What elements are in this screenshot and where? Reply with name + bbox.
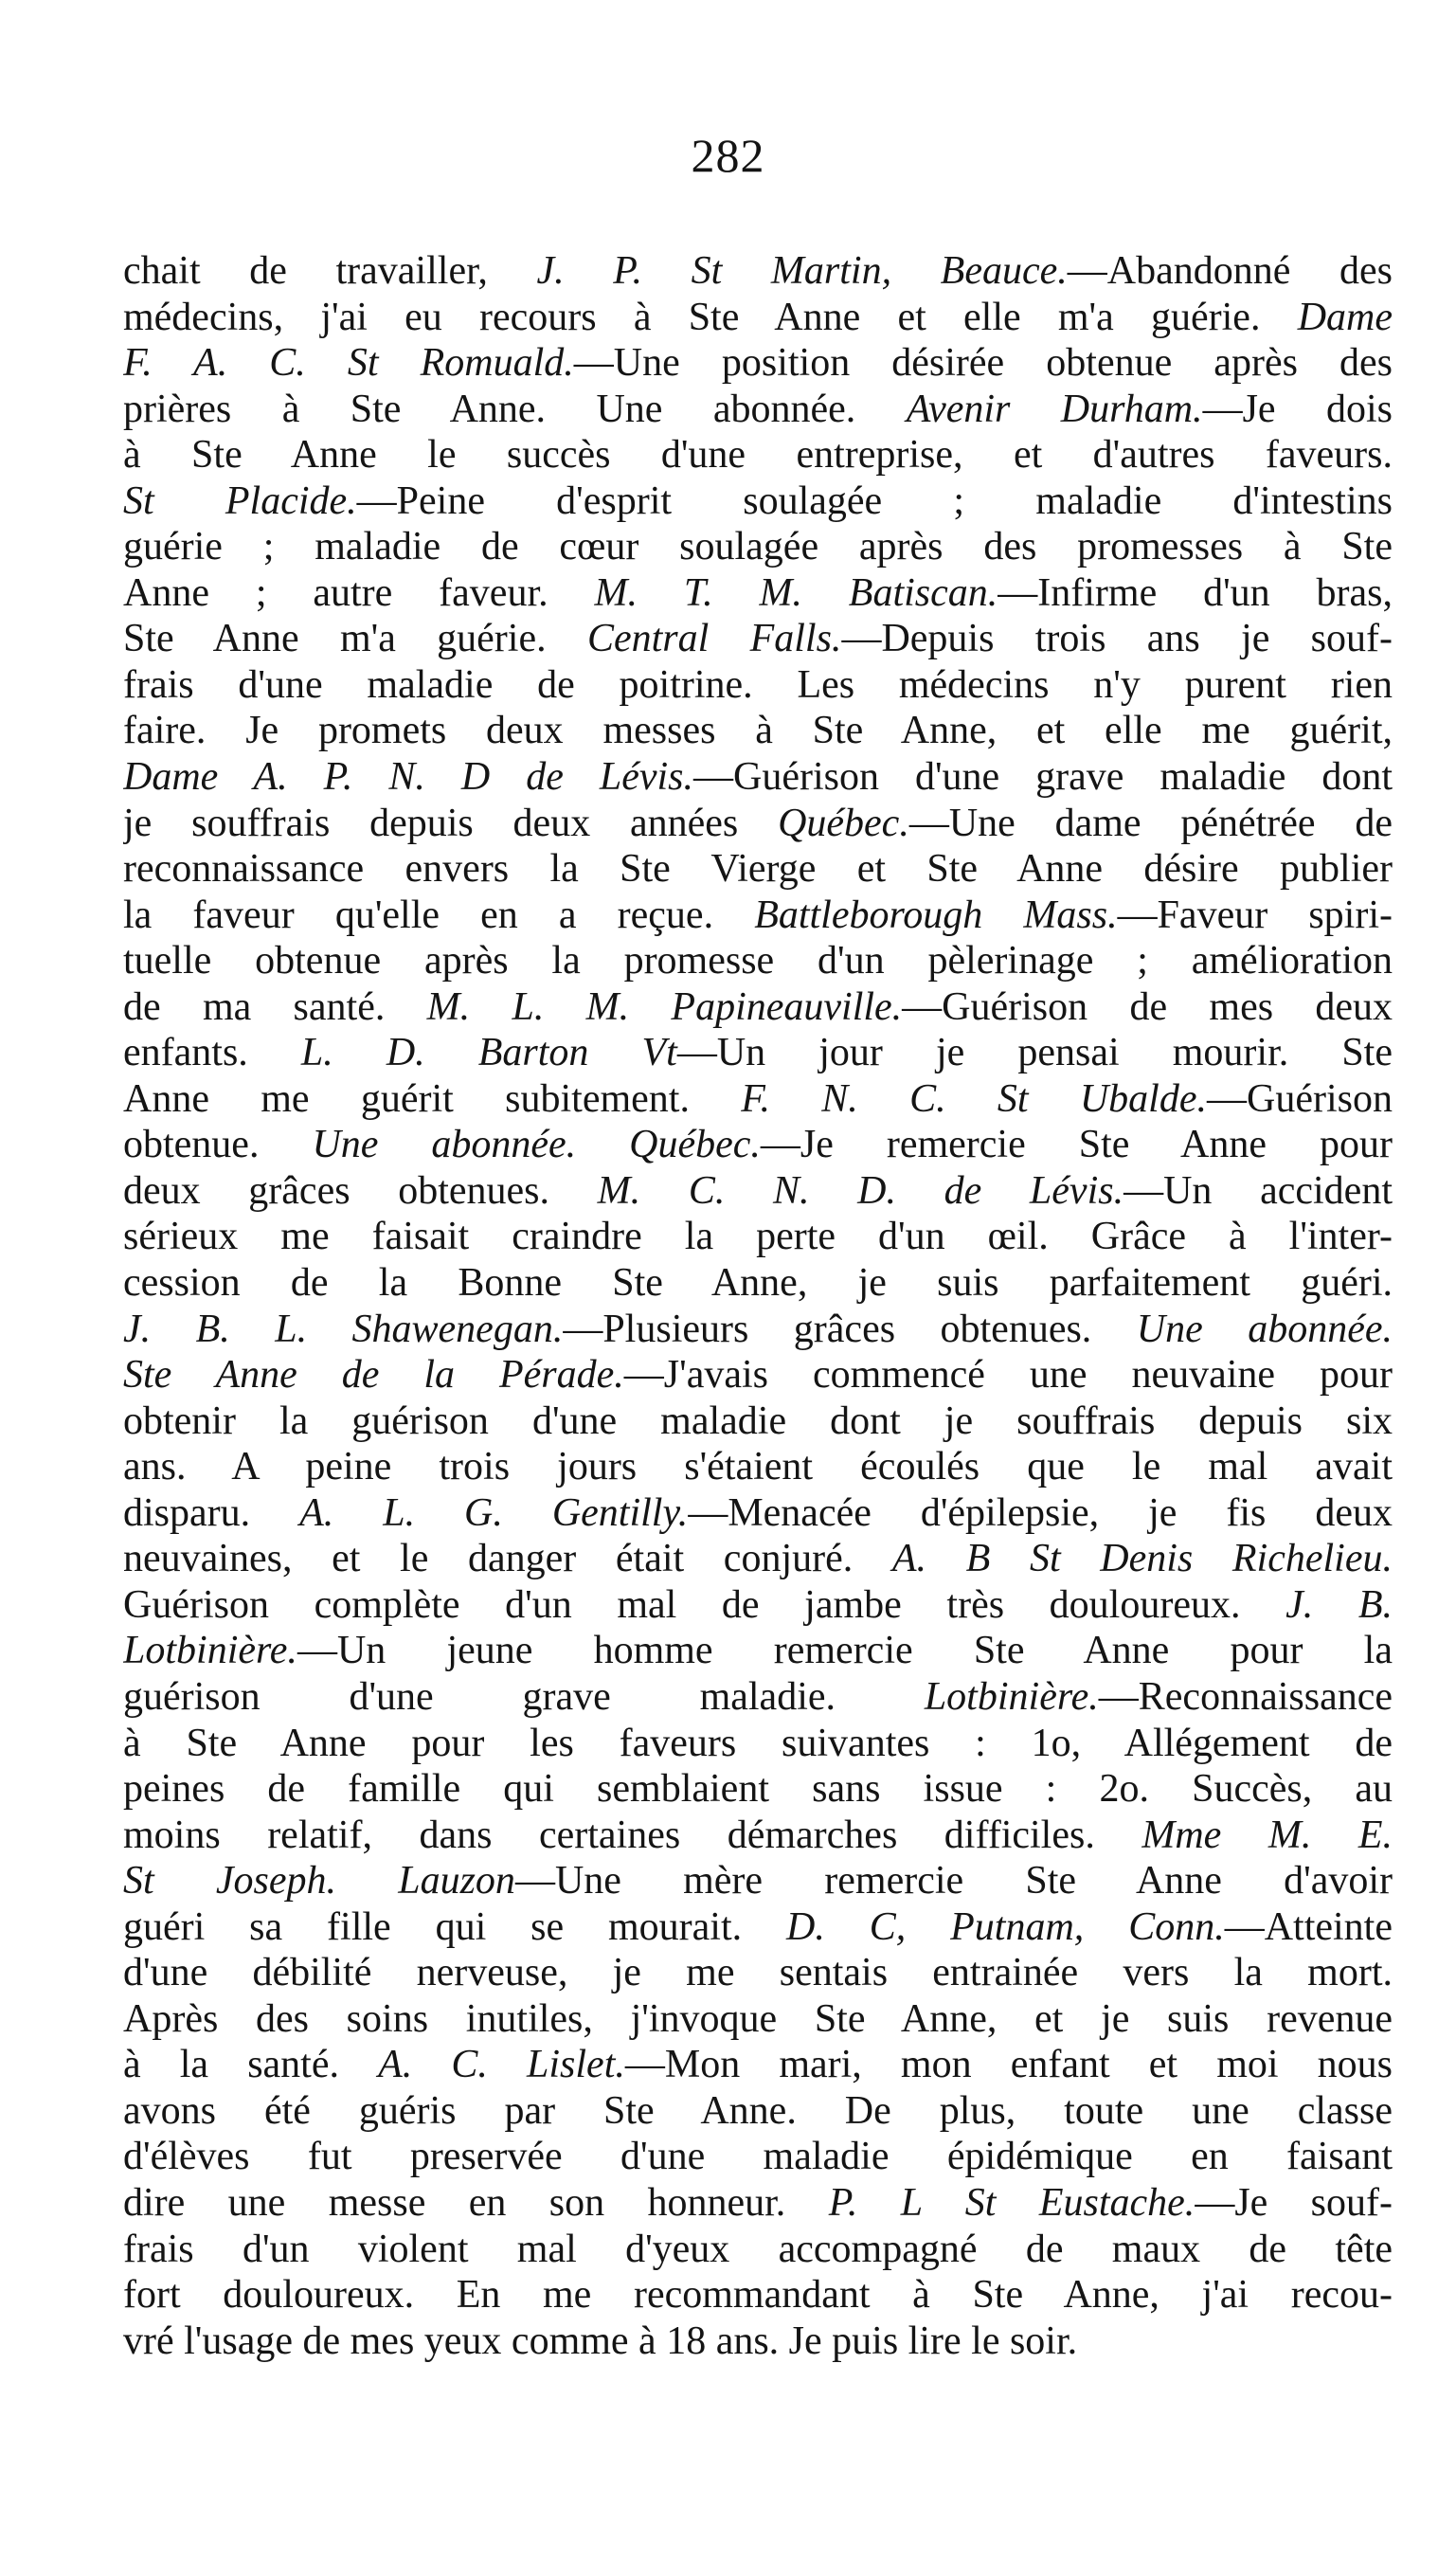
line-text: neuvaines, et le danger était conjuré. [123, 1537, 892, 1581]
text-line [123, 1858, 1393, 1904]
text-line [123, 387, 1393, 433]
text-line [123, 478, 1393, 525]
line-text: ans. A peine trois jours s'étaient écoulés que le mal avait [123, 1445, 1393, 1489]
text-line [123, 524, 1393, 570]
italic-location-text: Québec. [778, 801, 909, 845]
line-text: obtenir la guérison d'une maladie dont je souffrais depuis six [123, 1398, 1393, 1443]
line-text: —Une mère remercie Ste Anne d'avoir [514, 1859, 1393, 1903]
text-line [123, 2134, 1393, 2180]
line-text: guérie ; maladie de cœur soulagée après des promesses à Ste [123, 525, 1393, 569]
line-text: —Peine d'esprit soulagée ; maladie d'intestins [356, 478, 1393, 523]
italic-location-text: St Placide. [123, 478, 357, 523]
text-line [123, 1950, 1393, 1996]
line-text: d'élèves fut preservée d'une maladie épidémique en faisant [123, 2135, 1393, 2179]
line-text: Après des soins inutiles, j'invoque Ste Anne, et je suis revenue [123, 1996, 1393, 2041]
text-line [123, 1996, 1393, 2043]
text-line [123, 340, 1393, 387]
text-line [123, 2042, 1393, 2088]
text-line [123, 708, 1393, 754]
line-text: Anne ; autre faveur. [123, 570, 595, 615]
text-line [123, 1674, 1393, 1721]
line-text: sérieux me faisait craindre la perte d'un œil. Grâce à l'inter- [123, 1215, 1393, 1259]
line-text: prières à Ste Anne. Une abonnée. [123, 387, 907, 431]
italic-location-text: A. L. G. Gentilly. [299, 1490, 689, 1535]
line-text: cession de la Bonne Ste Anne, je suis parfaitement guéri. [123, 1261, 1393, 1306]
text-line [123, 1766, 1393, 1813]
line-text: frais d'un violent mal d'yeux accompagné de maux de tête [123, 2227, 1393, 2271]
line-text: reconnaissance envers la Ste Vierge et Ste Anne désire publier [123, 847, 1393, 892]
italic-location-text: Mme M. E. [1141, 1813, 1393, 1857]
text-line [123, 432, 1393, 478]
italic-location-text: Lotbinière. [924, 1674, 1099, 1719]
text-line [123, 248, 1393, 295]
line-text: avons été guéris par Ste Anne. De plus, toute une classe [123, 2088, 1393, 2133]
line-text: Anne me guérit subitement. [123, 1076, 742, 1121]
text-line [123, 1214, 1393, 1260]
text-line [123, 616, 1393, 662]
italic-location-text: St Joseph. Lauzon [123, 1859, 515, 1903]
page-number: 282 [691, 129, 765, 182]
italic-location-text: L. D. Barton Vt [300, 1031, 677, 1075]
line-text: chait de travailler, [123, 249, 537, 293]
line-text: —Faveur spiri- [1117, 893, 1393, 937]
text-line [123, 938, 1393, 984]
text-line [123, 662, 1393, 709]
italic-location-text: M. C. N. D. de Lévis. [597, 1168, 1124, 1213]
text-line [123, 1352, 1393, 1398]
italic-location-text: P. L St Eustache. [828, 2180, 1195, 2225]
line-text: d'une débilité nerveuse, je me sentais entrainée vers la mort. [123, 1951, 1393, 1995]
italic-location-text: D. C, Putnam, Conn. [786, 1904, 1225, 1949]
italic-location-text: Lotbinière. [123, 1629, 297, 1673]
text-line [123, 1721, 1393, 1767]
text-line [123, 893, 1393, 939]
text-line [123, 1122, 1393, 1168]
line-text: —Une position désirée obtenue après des [573, 341, 1393, 386]
text-line [123, 1398, 1393, 1445]
text-line [123, 754, 1393, 801]
line-text: —Abandonné des [1067, 249, 1393, 293]
text-line [123, 984, 1393, 1031]
italic-location-text: M. L. M. Papineauville. [426, 984, 903, 1029]
text-line [123, 1307, 1393, 1353]
text-line [123, 1168, 1393, 1215]
text-line [123, 1904, 1393, 1951]
line-text: —Un jour je pensai mourir. Ste [676, 1031, 1393, 1075]
line-text: —J'avais commencé une neuvaine pour [623, 1353, 1393, 1398]
line-text: disparu. [123, 1490, 300, 1535]
line-text: Guérison complète d'un mal de jambe très douloureux. [123, 1582, 1286, 1627]
body-text [123, 248, 1393, 2364]
line-text: —Atteinte [1224, 1904, 1393, 1949]
line-text: à la santé. [123, 2043, 379, 2087]
text-line [123, 1536, 1393, 1582]
line-text: obtenue. [123, 1123, 313, 1167]
italic-location-text: J. B. L. Shawenegan. [123, 1307, 564, 1351]
line-text: médecins, j'ai eu recours à Ste Anne et elle m'a guérie. [123, 295, 1298, 339]
text-line [123, 1582, 1393, 1629]
line-text: —Infirme d'un bras, [998, 570, 1393, 615]
line-text: la faveur qu'elle en a reçue. [123, 893, 755, 937]
text-line [123, 2318, 1393, 2365]
line-text: guérison d'une grave maladie. [123, 1674, 925, 1719]
italic-location-text: A. C. Lislet. [378, 2043, 625, 2087]
line-text: —Guérison [1207, 1076, 1393, 1121]
line-text: tuelle obtenue après la promesse d'un pèlerinage ; amélioration [123, 939, 1393, 983]
text-line [123, 1490, 1393, 1537]
line-text: —Un accident [1123, 1168, 1393, 1213]
text-line [123, 570, 1393, 617]
text-line [123, 2180, 1393, 2227]
text-line [123, 1030, 1393, 1076]
line-text: —Guérison de mes deux [902, 984, 1393, 1029]
text-line [123, 2088, 1393, 2135]
line-text: —Je dois [1202, 387, 1393, 431]
text-line [123, 1628, 1393, 1674]
italic-location-text: Dame A. P. N. D de Lévis. [123, 755, 693, 800]
line-text: —Je souf- [1195, 2180, 1393, 2225]
italic-location-text: J. B. [1285, 1582, 1393, 1627]
line-text: vré l'usage de mes yeux comme à 18 ans. Je puis lire le soir. [123, 2318, 1078, 2363]
italic-location-text: F. A. C. St Romuald. [123, 341, 574, 386]
line-text: —Reconnaissance [1098, 1674, 1393, 1719]
text-line [123, 1076, 1393, 1123]
italic-location-text: M. T. M. Batiscan. [594, 570, 998, 615]
line-text: à Ste Anne pour les faveurs suivantes : 1o, Allégement de [123, 1721, 1393, 1765]
line-text: faire. Je promets deux messes à Ste Anne, et elle me guérit, [123, 709, 1393, 753]
line-text: —Plusieurs grâces obtenues. [563, 1307, 1137, 1351]
italic-location-text: Avenir Durham. [906, 387, 1203, 431]
text-line [123, 1260, 1393, 1307]
line-text: moins relatif, dans certaines démarches difficiles. [123, 1813, 1142, 1857]
italic-location-text: Battleborough Mass. [754, 893, 1118, 937]
italic-location-text: A. B St Denis Richelieu. [891, 1537, 1393, 1581]
text-line [123, 295, 1393, 341]
text-line [123, 2227, 1393, 2273]
line-text: —Guérison d'une grave maladie dont [693, 755, 1393, 800]
line-text: deux grâces obtenues. [123, 1168, 598, 1213]
line-text: frais d'une maladie de poitrine. Les médecins n'y purent rien [123, 662, 1393, 707]
text-line [123, 1813, 1393, 1859]
line-text: —Je remercie Ste Anne pour [760, 1123, 1393, 1167]
line-text: de ma santé. [123, 984, 427, 1029]
line-text: —Menacée d'épilepsie, je fis deux [688, 1490, 1393, 1535]
line-text: —Depuis trois ans je souf- [841, 617, 1393, 661]
italic-location-text: Une abonnée. Québec. [312, 1123, 761, 1167]
text-line [123, 1444, 1393, 1490]
text-line [123, 846, 1393, 893]
line-text: —Une dame pénétrée de [908, 801, 1393, 845]
line-text: —Un jeune homme remercie Ste Anne pour la [297, 1629, 1393, 1673]
italic-location-text: Dame [1297, 295, 1393, 339]
text-line [123, 801, 1393, 847]
italic-location-text: F. N. C. St Ubalde. [741, 1076, 1207, 1121]
line-text: Ste Anne m'a guérie. [123, 617, 587, 661]
line-text: fort douloureux. En me recommandant à Ste Anne, j'ai recou- [123, 2273, 1393, 2318]
italic-location-text: Ste Anne de la Pérade. [123, 1353, 624, 1398]
text-line [123, 2272, 1393, 2318]
line-text: je souffrais depuis deux années [123, 801, 779, 845]
line-text: enfants. [123, 1031, 301, 1075]
line-text: guéri sa fille qui se mourait. [123, 1904, 787, 1949]
italic-location-text: J. P. St Martin, Beauce. [536, 249, 1068, 293]
line-text: peines de famille qui semblaient sans issue : 2o. Succès, au [123, 1767, 1393, 1812]
italic-location-text: Une abonnée. [1136, 1307, 1393, 1351]
italic-location-text: Central Falls. [586, 617, 842, 661]
line-text: —Mon mari, mon enfant et moi nous [624, 2043, 1393, 2087]
line-text: dire une messe en son honneur. [123, 2180, 829, 2225]
line-text: à Ste Anne le succès d'une entreprise, et d'autres faveurs. [123, 433, 1393, 478]
